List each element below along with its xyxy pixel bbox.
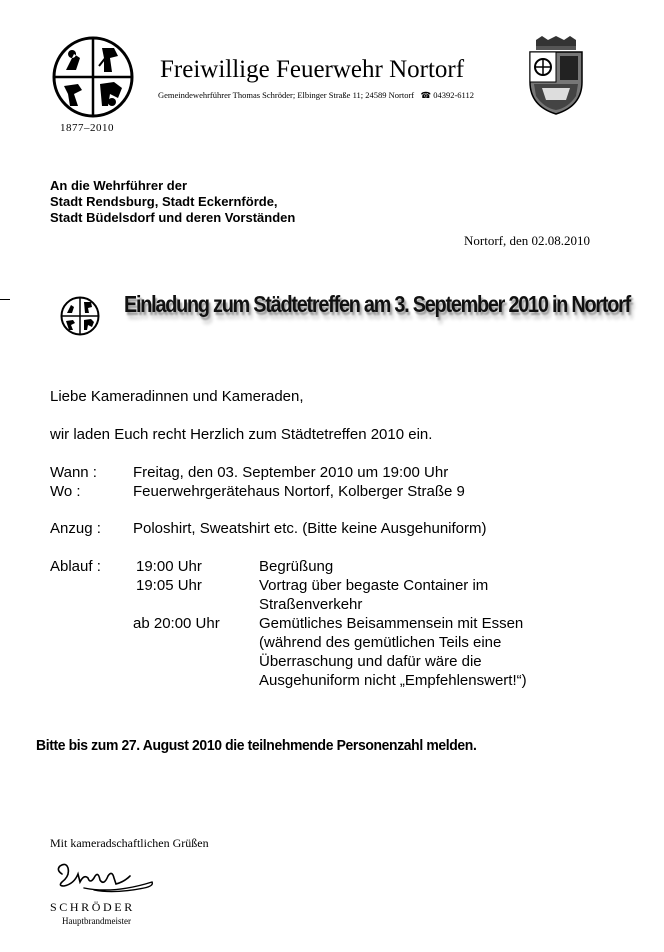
organization-name: Freiwillige Feuerwehr Nortorf (160, 56, 465, 83)
organization-address (158, 90, 474, 101)
recipient-line: Stadt Rendsburg, Stadt Eckernförde, (50, 194, 278, 209)
wann-label: Wann : (50, 464, 97, 481)
ablauf-label: Ablauf : (50, 558, 101, 575)
anzug-label: Anzug : (50, 520, 101, 537)
greeting: Liebe Kameradinnen und Kameraden, (50, 388, 304, 405)
schedule-activity: Ausgehuniform nicht „Empfehlenswert!“) (259, 672, 527, 689)
schedule-time: ab 20:00 Uhr (133, 615, 220, 632)
anzug-value: Poloshirt, Sweatshirt etc. (Bitte keine Ausgehuniform) (133, 520, 487, 537)
wann-value: Freitag, den 03. September 2010 um 19:00 Uhr (133, 464, 449, 481)
rsvp-note: Bitte bis zum 27. August 2010 die teilnehmende Personenzahl melden. (36, 737, 477, 754)
wo-value: Feuerwehrgerätehaus Nortorf, Kolberger Straße 9 (133, 483, 465, 500)
intro-text: wir laden Euch recht Herzlich zum Städtetreffen 2010 ein. (50, 426, 433, 443)
recipient-line: An die Wehrführer der (50, 178, 188, 193)
schedule-time: 19:05 Uhr (136, 577, 202, 594)
closing-greeting: Mit kameradschaftlichen Grüßen (50, 836, 209, 850)
letter-date: Nortorf, den 02.08.2010 (464, 233, 591, 248)
schedule-activity: Begrüßung (259, 558, 334, 575)
town-coat-of-arms-icon (528, 36, 584, 116)
signer-name: SCHRÖDER (50, 900, 135, 914)
phone-number: 04392-6112 (433, 90, 474, 100)
address-text: Gemeindewehrführer Thomas Schröder; Elbinger Straße 11; 24589 Nortorf (158, 90, 415, 100)
fold-mark (0, 299, 10, 300)
schedule-activity: Vortrag über begaste Container im (259, 577, 489, 594)
fire-brigade-small-emblem-icon (60, 296, 100, 336)
schedule-activity: Gemütliches Beisammensein mit Essen (259, 615, 524, 632)
schedule-activity: Überraschung und dafür wäre die (259, 653, 482, 670)
telephone-icon: ☎ (420, 90, 432, 100)
recipient-line: Stadt Büdelsdorf und deren Vorständen (50, 210, 296, 225)
recipient-address (50, 178, 295, 226)
schedule-time: 19:00 Uhr (136, 558, 202, 575)
handwritten-signature-icon (54, 860, 156, 900)
fire-brigade-emblem-icon (52, 36, 134, 118)
founding-years: 1877–2010 (60, 122, 114, 134)
schedule-activity: (während des gemütlichen Teils eine (259, 634, 502, 651)
wo-label: Wo : (50, 483, 81, 500)
subject-heading: Einladung zum Städtetreffen am 3. September 2010 in Nortorf (124, 291, 631, 317)
signer-rank: Hauptbrandmeister (62, 916, 131, 926)
schedule-activity: Straßenverkehr (259, 596, 363, 613)
